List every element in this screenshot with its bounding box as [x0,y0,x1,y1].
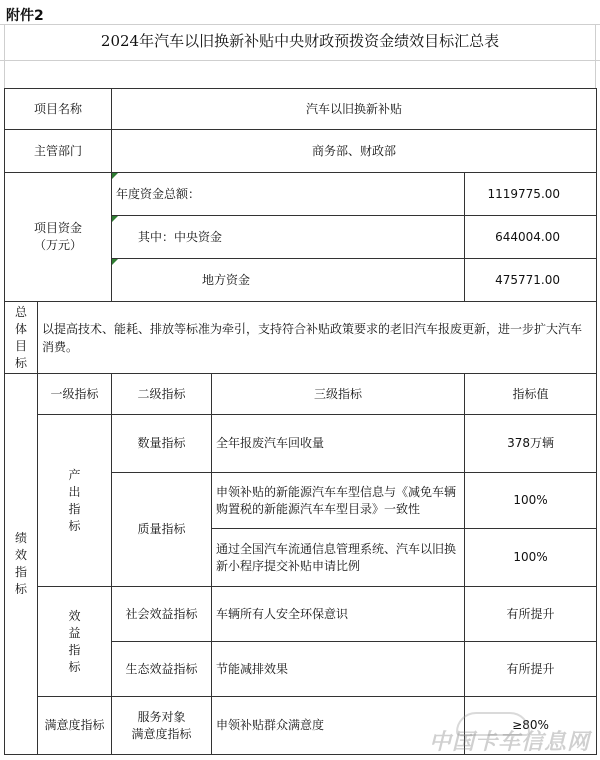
satisfaction-sub-label [112,697,212,755]
overall-goal-label [5,302,38,374]
funding-label-line2: （万元） [34,238,83,252]
overall-goal-text: 以提高技术、能耗、排放等标准为牵引，支持符合补贴政策要求的老旧汽车报废更新，进一步扩大汽车消费。 [38,302,597,374]
performance-char: 指 [14,565,27,579]
satisfaction-item: 申领补贴群众满意度 [212,697,465,755]
quality-indicator-value: 100% [465,529,597,587]
satisfaction-value: ≥80% [465,697,597,755]
project-name-label: 项目名称 [5,89,112,130]
performance-char: 绩 [14,531,27,545]
attachment-label: 附件2 [6,8,44,24]
overall-goal-char: 总 [14,304,27,319]
quality-indicator-item: 通过全国汽车流通信息管理系统、汽车以旧换新小程序提交补贴申请比例 [212,529,465,587]
funding-central-label: 其中：中央资金 [112,216,465,259]
benefit-char: 指 [68,642,81,657]
ecological-benefit-item: 节能减排效果 [212,642,465,697]
grid-line [0,60,600,61]
output-char: 标 [68,518,81,533]
funding-total-value: 1119775.00 [465,173,597,216]
social-benefit-value: 有所提升 [465,587,597,642]
output-char: 产 [68,467,81,482]
performance-goal-table [4,88,597,755]
ecological-benefit-value: 有所提升 [465,642,597,697]
quality-indicator-label: 质量指标 [112,473,212,587]
department-value: 商务部、财政部 [112,130,597,173]
overall-goal-char: 目 [14,338,27,353]
quantity-indicator-label: 数量指标 [112,415,212,473]
benefit-char: 标 [68,659,81,674]
satisfaction-sub-label-line1: 服务对象 [137,709,186,724]
header-level3: 三级指标 [212,374,465,415]
quantity-indicator-item: 全年报废汽车回收量 [212,415,465,473]
project-name-value: 汽车以旧换新补贴 [112,89,597,130]
output-char: 指 [68,501,81,516]
funding-central-value: 644004.00 [465,216,597,259]
quality-indicator-item: 申领补贴的新能源汽车车型信息与《减免车辆购置税的新能源汽车车型目录》一致性 [212,473,465,529]
satisfaction-indicator-label: 满意度指标 [38,697,112,755]
performance-char: 效 [14,548,27,562]
grid-line [0,24,600,25]
header-value: 指标值 [465,374,597,415]
quality-indicator-value: 100% [465,473,597,529]
header-level1: 一级指标 [38,374,112,415]
benefit-indicator-label [38,587,112,697]
satisfaction-sub-label-line2: 满意度指标 [131,726,192,741]
benefit-char: 效 [68,608,81,623]
performance-char: 标 [14,582,27,596]
social-benefit-item: 车辆所有人安全环保意识 [212,587,465,642]
header-level2: 二级指标 [112,374,212,415]
document-title: 2024年汽车以旧换新补贴中央财政预拨资金绩效目标汇总表 [100,32,500,50]
funding-label [5,173,112,302]
overall-goal-char: 标 [14,355,27,370]
performance-label [5,374,38,755]
funding-local-value: 475771.00 [465,259,597,302]
benefit-char: 益 [68,625,81,640]
quantity-indicator-value: 378万辆 [465,415,597,473]
department-label: 主管部门 [5,130,112,173]
ecological-benefit-label: 生态效益指标 [112,642,212,697]
social-benefit-label: 社会效益指标 [112,587,212,642]
watermark-text: 中国卡车信息网 [428,730,590,755]
output-char: 出 [68,484,81,499]
funding-total-label: 年度资金总额： [112,173,465,216]
funding-local-label: 地方资金 [112,259,465,302]
overall-goal-char: 体 [14,321,27,336]
output-indicator-label [38,415,112,587]
funding-label-line1: 项目资金 [34,221,83,235]
